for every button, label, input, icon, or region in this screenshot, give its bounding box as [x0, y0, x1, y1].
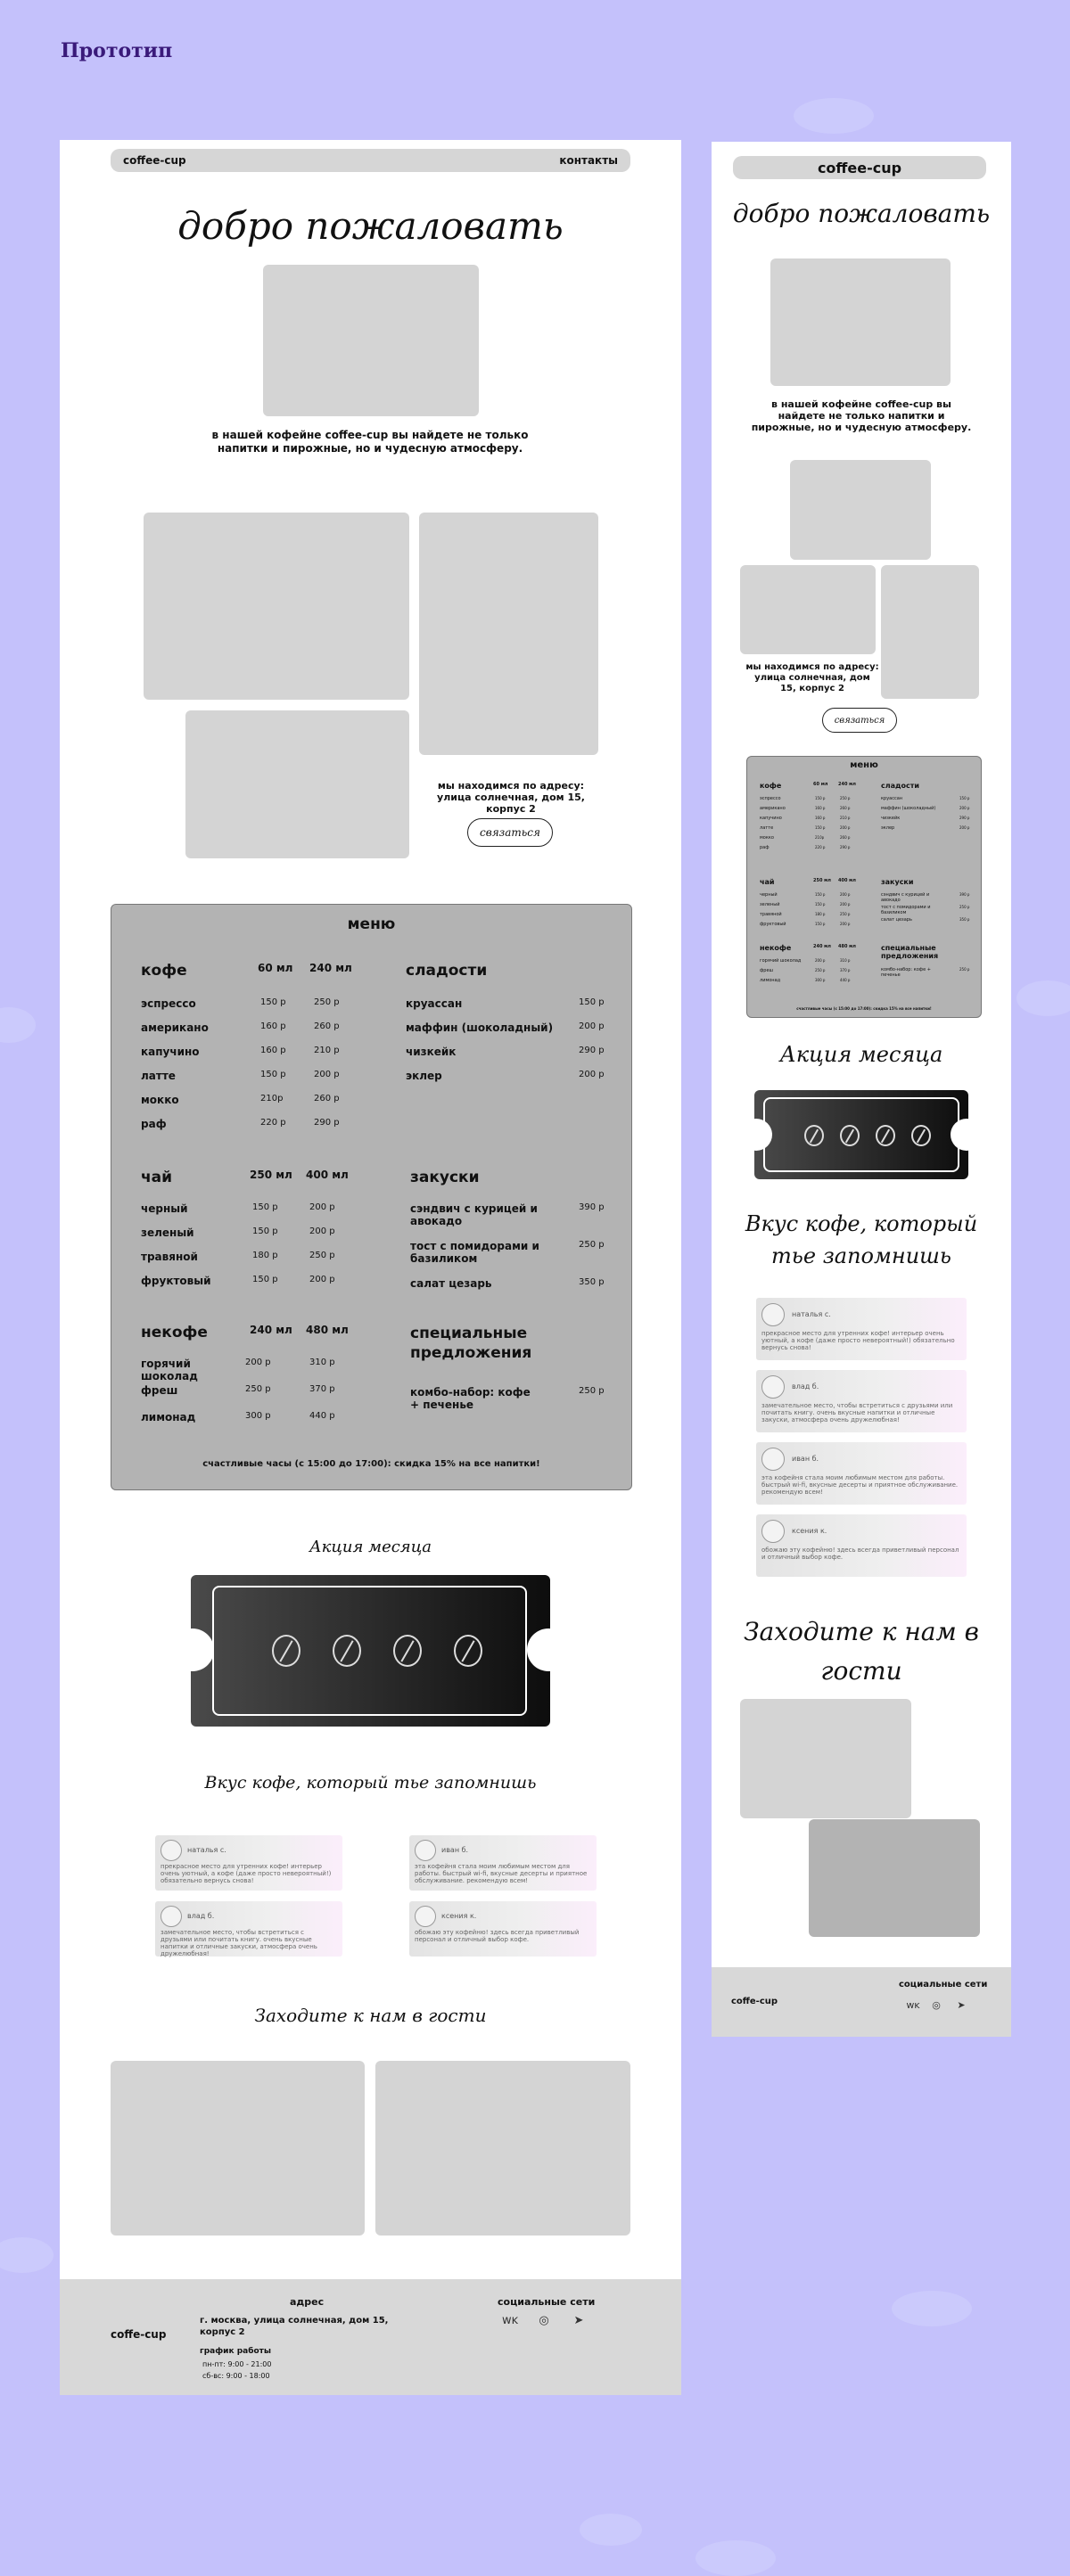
menu-section-title: некофе [141, 1324, 208, 1341]
mobile-menu-item-name: чизкейк [881, 816, 901, 821]
mobile-menu-note: счастливые часы (с 15:00 до 17:00): скидка 15% на все напитки! [796, 1006, 932, 1011]
menu-item-name: тост с помидорами и базиликом [410, 1240, 539, 1265]
mobile-review-card [756, 1298, 967, 1360]
vk-icon[interactable]: ᴡᴋ [502, 2314, 519, 2327]
review-text: обожаю эту кофейню! здесь всегда приветливый персонал и отличный выбор кофе. [761, 1546, 959, 1561]
menu-section-title: кофе [141, 962, 187, 980]
coffee-bean-icon [804, 1125, 824, 1146]
menu-item-price: 210р [260, 1094, 284, 1103]
review-card [409, 1901, 597, 1957]
footer-address-title: адрес [290, 2296, 325, 2308]
review-text: замечательное место, чтобы встретиться с друзьями или почитать книгу. очень вкусные напитки и отличные закуски, атмосфера очень дружелюбная! [160, 1929, 317, 1957]
mobile-menu-item-price: 200 р [959, 806, 970, 810]
coffee-bean-icon [454, 1635, 482, 1667]
mobile-menu-item-name: горячий шоколад [760, 958, 802, 964]
mobile-menu-size-label: 240 мл [838, 782, 856, 787]
mobile-gallery-image [881, 565, 979, 699]
menu-title: меню [347, 915, 396, 933]
menu-item-price: 290 р [314, 1118, 340, 1128]
menu-item-price: 160 р [260, 1021, 286, 1031]
mobile-menu-section-title: чай [760, 878, 775, 886]
mobile-menu-item-price: 200 р [959, 825, 970, 830]
menu-item-price: 440 р [309, 1411, 335, 1421]
mobile-menu-item-name: мокко [760, 835, 774, 841]
review-text: обожаю эту кофейню! здесь всегда приветливый персонал и отличный выбор кофе. [415, 1929, 580, 1943]
mobile-menu-item-price: 250 р [840, 796, 851, 800]
avatar [761, 1448, 785, 1471]
menu-section-title: специальные предложения [410, 1325, 532, 1362]
avatar [761, 1303, 785, 1326]
mobile-menu-item-name: фруктовый [760, 922, 786, 927]
review-text: замечательное место, чтобы встретиться с друзьями или почитать книгу. очень вкусные напитки и отличные закуски, атмосфера очень дружелюбная! [761, 1402, 953, 1423]
mobile-menu-item-price: 440 р [840, 978, 851, 982]
avatar [761, 1520, 785, 1543]
menu-item-price: 150 р [252, 1275, 278, 1284]
mobile-reviews-title: Вкус кофе, который тье запомнишь [745, 1211, 978, 1268]
mobile-menu-item-name: комбо-набор: кофе + печенье [881, 967, 931, 978]
review-author: ксения к. [792, 1527, 827, 1535]
menu-item-price: 200 р [309, 1202, 335, 1212]
coffee-bean-icon [272, 1635, 300, 1667]
nav-contacts-link[interactable]: контакты [559, 154, 618, 167]
menu-item-name: комбо-набор: кофе + печенье [410, 1386, 531, 1411]
mobile-menu-item-name: американо [760, 806, 786, 811]
menu-item-price: 150 р [260, 1070, 286, 1079]
mobile-footer-brand[interactable]: coffe-cup [731, 1997, 778, 2006]
mobile-menu-item-name: эклер [881, 825, 895, 831]
ticket-notch [527, 1628, 570, 1671]
mobile-menu-board [746, 756, 982, 1018]
review-text: прекрасное место для утренних кофе! интерьер очень уютный, а кофе (даже просто невероятный!) обязательно вернусь снова! [761, 1330, 955, 1351]
desktop-frame [60, 140, 681, 2395]
menu-item-price: 250 р [245, 1384, 271, 1394]
mobile-menu-item-price: 290 р [959, 816, 970, 820]
mobile-menu-item-price: 210 р [840, 816, 851, 820]
review-author: влад б. [187, 1912, 215, 1920]
mobile-menu-item-price: 290 р [840, 845, 851, 849]
mobile-menu-item-price: 260 р [840, 806, 851, 810]
menu-item-price: 250 р [309, 1251, 335, 1260]
address-text: мы находимся по адресу: улица солнечная, дом 15, корпус 2 [437, 780, 585, 815]
menu-item-price: 160 р [260, 1046, 286, 1055]
cloud-decoration [0, 2237, 54, 2273]
menu-item-name: черный [141, 1202, 188, 1215]
review-card [155, 1901, 342, 1957]
visit-title: Заходите к нам в гости [254, 2005, 487, 2026]
mobile-promo-title: Акция месяца [779, 1042, 943, 1067]
menu-item-price: 200 р [579, 1070, 605, 1079]
mobile-menu-size-label: 240 мл [813, 944, 831, 949]
menu-item-price: 180 р [252, 1251, 278, 1260]
mobile-menu-item-price: 300 р [815, 978, 826, 982]
coffee-bean-icon [393, 1635, 422, 1667]
promo-title: Акция месяца [309, 1538, 432, 1556]
menu-section-title: чай [141, 1169, 173, 1186]
coffee-bean-icon [876, 1125, 895, 1146]
mobile-menu-item-price: 160 р [815, 816, 826, 820]
mobile-menu-size-label: 60 мл [813, 782, 828, 787]
mobile-menu-item-name: латте [760, 825, 774, 831]
mobile-menu-section-title: некофе [760, 944, 792, 952]
menu-item-price: 300 р [245, 1411, 271, 1421]
menu-board [111, 904, 632, 1490]
mobile-menu-item-price: 150 р [815, 902, 826, 907]
menu-item-price: 150 р [252, 1202, 278, 1212]
review-author: иван б. [792, 1455, 819, 1463]
promo-ticket[interactable] [191, 1575, 550, 1727]
mobile-gallery-image [790, 460, 931, 560]
menu-item-name: эспрессо [141, 997, 196, 1010]
mobile-menu-item-price: 180 р [815, 912, 826, 916]
mobile-contact-button[interactable]: связаться [822, 708, 897, 733]
coffee-bean-icon [840, 1125, 860, 1146]
menu-item-price: 200 р [245, 1358, 271, 1367]
menu-item-price: 250 р [314, 997, 340, 1007]
mobile-frame [712, 142, 1011, 2037]
avatar [415, 1906, 436, 1927]
mobile-menu-item-name: травяной [760, 912, 782, 917]
mobile-menu-item-price: 210р [815, 835, 825, 840]
menu-section-title: сладости [406, 962, 488, 980]
menu-item-price: 210 р [314, 1046, 340, 1055]
menu-item-price: 290 р [579, 1046, 605, 1055]
mobile-menu-item-price: 200 р [840, 902, 851, 907]
mobile-menu-item-name: капучино [760, 816, 782, 821]
navbar [111, 149, 630, 172]
coffee-bean-icon [333, 1635, 361, 1667]
mobile-menu-item-price: 250 р [815, 968, 826, 972]
mobile-menu-item-price: 260 р [840, 835, 851, 840]
mobile-menu-section-title: закуски [881, 878, 914, 886]
menu-item-price: 200 р [309, 1226, 335, 1236]
mobile-menu-item-name: тост с помидорами и базиликом [881, 905, 931, 915]
footer-hours: пн-пт: 9:00 - 21:00 [202, 2360, 272, 2368]
mobile-hero-title: добро пожаловать [732, 199, 991, 228]
menu-item-price: 200 р [579, 1021, 605, 1031]
review-card [409, 1835, 597, 1891]
cloud-decoration [1017, 980, 1070, 1016]
menu-item-name: латте [141, 1070, 176, 1082]
menu-item-name: капучино [141, 1046, 200, 1058]
mobile-menu-item-price: 200 р [840, 825, 851, 830]
mobile-menu-item-name: круассан [881, 796, 903, 801]
review-text: эта кофейня стала моим любимым местом для работы. быстрый wi-fi, вкусные десерты и приятное обслуживание. рекомендую всем! [415, 1863, 588, 1884]
menu-item-name: салат цезарь [410, 1277, 492, 1290]
mobile-menu-item-price: 150 р [815, 796, 826, 800]
menu-item-price: 260 р [314, 1021, 340, 1031]
review-author: наталья с. [792, 1310, 831, 1318]
mobile-visit-title: Заходите к нам в гости [744, 1617, 979, 1686]
mobile-review-card [756, 1514, 967, 1577]
mobile-gallery-image [740, 565, 876, 654]
cloud-decoration [892, 2291, 972, 2326]
mobile-menu-size-label: 250 мл [813, 878, 831, 883]
telegram-icon[interactable]: ➤ [573, 2314, 584, 2327]
mobile-footer-social-title: социальные сети [899, 1980, 988, 1989]
mobile-navbar [733, 156, 986, 179]
page-title: Прототип [61, 39, 173, 62]
mobile-menu-title: меню [850, 760, 878, 770]
mobile-menu-item-price: 250 р [840, 912, 851, 916]
gallery-image [144, 513, 409, 700]
hero-image [263, 265, 479, 416]
brand-logo[interactable]: coffee-cup [123, 154, 186, 167]
vk-icon[interactable]: ᴡᴋ [906, 1999, 920, 2011]
mobile-menu-item-price: 250 р [959, 905, 970, 909]
review-card [155, 1835, 342, 1891]
menu-item-price: 310 р [309, 1358, 335, 1367]
mobile-menu-section-title: сладости [881, 782, 919, 790]
mobile-ticket-notch [951, 1119, 983, 1151]
mobile-review-card [756, 1442, 967, 1505]
review-text: прекрасное место для утренних кофе! интерьер очень уютный, а кофе (даже просто невероятный!) обязательно вернусь снова! [160, 1863, 332, 1884]
mobile-menu-section-title: кофе [760, 782, 782, 790]
mobile-menu-item-price: 200 р [815, 958, 826, 963]
mobile-menu-item-name: раф [760, 845, 770, 850]
contact-button[interactable]: связаться [467, 818, 553, 847]
mobile-menu-item-name: маффин (шоколадный) [881, 806, 936, 811]
mobile-menu-item-name: салат цезарь [881, 917, 912, 923]
mobile-menu-size-label: 480 мл [838, 944, 856, 949]
mobile-menu-item-name: черный [760, 892, 778, 898]
gallery-image [185, 710, 409, 858]
mobile-menu-item-price: 310 р [840, 958, 851, 963]
menu-size-label: 60 мл [258, 962, 293, 974]
menu-item-name: зеленый [141, 1226, 194, 1239]
menu-size-label: 240 мл [250, 1324, 292, 1336]
menu-item-name: травяной [141, 1251, 198, 1263]
cloud-decoration [696, 2540, 776, 2576]
menu-item-name: чизкейк [406, 1046, 457, 1058]
mobile-menu-item-price: 150 р [815, 892, 826, 897]
menu-size-label: 480 мл [306, 1324, 349, 1336]
menu-item-name: горячий шоколад [141, 1358, 198, 1382]
menu-item-price: 150 р [252, 1226, 278, 1236]
menu-note: счастливые часы (с 15:00 до 17:00): скидка 15% на все напитки! [202, 1459, 540, 1469]
mobile-menu-size-label: 400 мл [838, 878, 856, 883]
visit-image [375, 2061, 630, 2236]
menu-item-price: 350 р [579, 1277, 605, 1287]
menu-item-name: мокко [141, 1094, 179, 1106]
menu-item-price: 260 р [314, 1094, 340, 1103]
menu-item-name: фреш [141, 1384, 178, 1397]
mobile-hero-text: в нашей кофейне coffee-cup вы найдете не только напитки и пирожные, но и чудесную атмосферу. [751, 398, 972, 433]
mobile-menu-item-price: 220 р [815, 845, 826, 849]
mobile-menu-item-name: зеленый [760, 902, 780, 907]
avatar [160, 1906, 182, 1927]
review-author: иван б. [441, 1846, 469, 1854]
review-author: наталья с. [187, 1846, 226, 1854]
avatar [415, 1840, 436, 1861]
mobile-footer [712, 1967, 1011, 2037]
menu-size-label: 240 мл [309, 962, 352, 974]
footer-hours: сб-вс: 9:00 - 18:00 [202, 2372, 270, 2380]
cloud-decoration [0, 1007, 36, 1043]
menu-item-price: 250 р [579, 1386, 605, 1396]
gallery-image [419, 513, 598, 755]
menu-size-label: 400 мл [306, 1169, 349, 1181]
mobile-review-card [756, 1370, 967, 1432]
mobile-menu-item-price: 150 р [959, 796, 970, 800]
mobile-ticket-notch [740, 1119, 772, 1151]
menu-item-price: 150 р [260, 997, 286, 1007]
menu-item-price: 220 р [260, 1118, 286, 1128]
footer-brand[interactable]: coffe-cup [111, 2328, 167, 2341]
menu-section-title: закуски [410, 1169, 480, 1186]
menu-item-name: маффин (шоколадный) [406, 1021, 554, 1034]
mobile-menu-item-price: 390 р [959, 892, 970, 897]
mobile-menu-item-price: 160 р [815, 806, 826, 810]
review-text: эта кофейня стала моим любимым местом для работы. быстрый wi-fi, вкусные десерты и приятное обслуживание. рекомендую всем! [761, 1474, 959, 1496]
menu-item-price: 250 р [579, 1240, 605, 1250]
mobile-visit-image [809, 1819, 980, 1937]
mobile-visit-image [740, 1699, 911, 1818]
menu-item-name: раф [141, 1118, 167, 1130]
menu-size-label: 250 мл [250, 1169, 292, 1181]
instagram-icon[interactable]: ◎ [932, 1999, 941, 2011]
menu-item-name: лимонад [141, 1411, 196, 1423]
footer-hours-title: график работы [200, 2347, 272, 2356]
mobile-menu-item-price: 250 р [959, 967, 970, 972]
mobile-menu-item-price: 370 р [840, 968, 851, 972]
mobile-address-text: мы находимся по адресу: улица солнечная, дом 15, корпус 2 [745, 662, 879, 693]
mobile-menu-section-title: специальные предложения [881, 944, 939, 960]
mobile-menu-item-name: фреш [760, 968, 774, 973]
mobile-menu-item-price: 200 р [840, 922, 851, 926]
mobile-menu-item-price: 150 р [815, 922, 826, 926]
menu-item-price: 370 р [309, 1384, 335, 1394]
footer [60, 2279, 681, 2395]
coffee-bean-icon [911, 1125, 931, 1146]
mobile-hero-image [770, 258, 951, 386]
reviews-title: Вкус кофе, который тье запомнишь [204, 1773, 537, 1793]
menu-item-price: 150 р [579, 997, 605, 1007]
mobile-menu-item-name: сэндвич с курицей и авокадо [881, 892, 930, 903]
mobile-promo-ticket[interactable] [754, 1090, 968, 1179]
cloud-decoration [794, 98, 874, 134]
mobile-menu-item-price: 150 р [815, 825, 826, 830]
hero-title: добро пожаловать [177, 204, 564, 248]
menu-item-name: фруктовый [141, 1275, 211, 1287]
menu-item-name: эклер [406, 1070, 442, 1082]
menu-item-name: сэндвич с курицей и авокадо [410, 1202, 538, 1227]
mobile-menu-item-name: лимонад [760, 978, 781, 983]
mobile-menu-item-name: эспрессо [760, 796, 781, 801]
review-author: ксения к. [441, 1912, 477, 1920]
telegram-icon[interactable]: ➤ [957, 1999, 966, 2011]
menu-item-price: 200 р [309, 1275, 335, 1284]
visit-image [111, 2061, 365, 2236]
menu-item-price: 390 р [579, 1202, 605, 1212]
hero-text: в нашей кофейне coffee-cup вы найдете не только напитки и пирожные, но и чудесную атмосферу. [211, 429, 529, 455]
avatar [761, 1375, 785, 1399]
menu-item-price: 200 р [314, 1070, 340, 1079]
instagram-icon[interactable]: ◎ [539, 2314, 549, 2327]
mobile-brand-logo[interactable]: coffee-cup [817, 159, 902, 176]
ticket-notch [171, 1628, 214, 1671]
menu-item-name: круассан [406, 997, 463, 1010]
mobile-menu-item-price: 200 р [840, 892, 851, 897]
review-author: влад б. [792, 1382, 819, 1391]
footer-address: г. москва, улица солнечная, дом 15, корпус 2 [200, 2316, 389, 2337]
footer-social-title: социальные сети [498, 2296, 596, 2308]
menu-item-name: американо [141, 1021, 209, 1034]
avatar [160, 1840, 182, 1861]
mobile-menu-item-price: 350 р [959, 917, 970, 922]
cloud-decoration [580, 2514, 642, 2546]
